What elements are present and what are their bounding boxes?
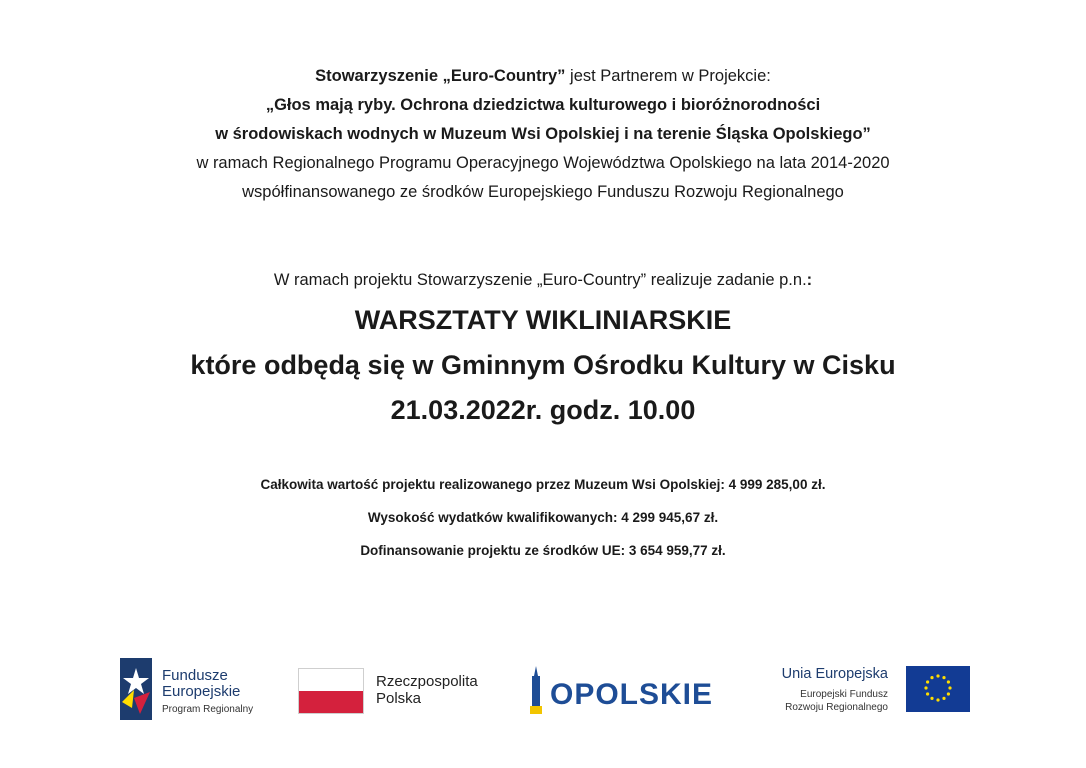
fe-line-1: Fundusze xyxy=(162,667,228,684)
ue-title: Unia Europejska xyxy=(781,666,888,682)
fundusze-europejskie-text xyxy=(162,668,240,700)
intro-line-1-rest: jest Partnerem w Projekcie: xyxy=(565,67,771,85)
finance-info xyxy=(0,474,1086,573)
polish-flag-icon xyxy=(298,668,364,714)
task-intro-text: W ramach projektu Stowarzyszenie „Euro-Country” realizuje zadanie p.n. xyxy=(273,271,807,289)
intro-line-3 xyxy=(0,120,1086,149)
task-section xyxy=(0,268,1086,433)
workshop-title: WARSZTATY WIKLINIARSKIE xyxy=(354,305,732,335)
eu-funding: Dofinansowanie projektu ze środków UE: 3 654 959,77 zł. xyxy=(360,543,726,558)
intro-line-1 xyxy=(0,62,1086,91)
rp-line-1: Rzeczpospolita xyxy=(376,673,478,690)
task-intro xyxy=(0,268,1086,292)
intro-line-2 xyxy=(0,91,1086,120)
total-value: Całkowita wartość projektu realizowanego przez Muzeum Wsi Opolskiej: 4 999 285,00 zł. xyxy=(260,477,826,492)
ue-subtitle xyxy=(785,688,888,714)
eligible-expenses: Wysokość wydatków kwalifikowanych: 4 299 945,67 zł. xyxy=(367,510,719,525)
eu-flag-icon xyxy=(906,666,970,712)
logo-bar xyxy=(0,656,1086,726)
fe-subtitle: Program Regionalny xyxy=(162,704,254,715)
ue-sub-line-2: Rozwoju Regionalnego xyxy=(785,702,888,713)
project-partner-intro xyxy=(0,62,1086,207)
opolskie-logo xyxy=(528,666,738,718)
association-name: Stowarzyszenie „Euro-Country” xyxy=(315,67,566,85)
ue-sub-line-1: Europejski Fundusz xyxy=(800,689,888,700)
project-title-line-2: w środowiskach wodnych w Muzeum Wsi Opolskiej i na terenie Śląska Opolskiego” xyxy=(215,125,871,143)
intro-line-4: w ramach Regionalnego Programu Operacyjnego Województwa Opolskiego na lata 2014-2020 xyxy=(196,154,890,172)
fe-line-2: Europejskie xyxy=(162,683,241,700)
rp-line-2: Polska xyxy=(376,690,422,707)
fundusze-europejskie-logo xyxy=(120,658,280,720)
unia-europejska-logo xyxy=(770,664,970,720)
opolskie-text: OPOLSKIE xyxy=(550,678,714,711)
task-intro-colon: : xyxy=(806,271,813,289)
rzeczpospolita-polska-logo xyxy=(298,668,498,718)
intro-line-5: współfinansowanego ze środków Europejskiego Funduszu Rozwoju Regionalnego xyxy=(242,183,844,201)
opolskie-tower-icon xyxy=(528,666,544,716)
project-title-line-1: „Głos mają ryby. Ochrona dziedzictwa kulturowego i bioróżnorodności xyxy=(265,96,821,114)
rp-text xyxy=(376,673,478,707)
workshop-location: które odbędą się w Gminnym Ośrodku Kultury w Cisku xyxy=(190,350,896,380)
workshop-date: 21.03.2022r. godz. 10.00 xyxy=(390,395,696,425)
fundusze-europejskie-star-icon xyxy=(120,658,156,720)
